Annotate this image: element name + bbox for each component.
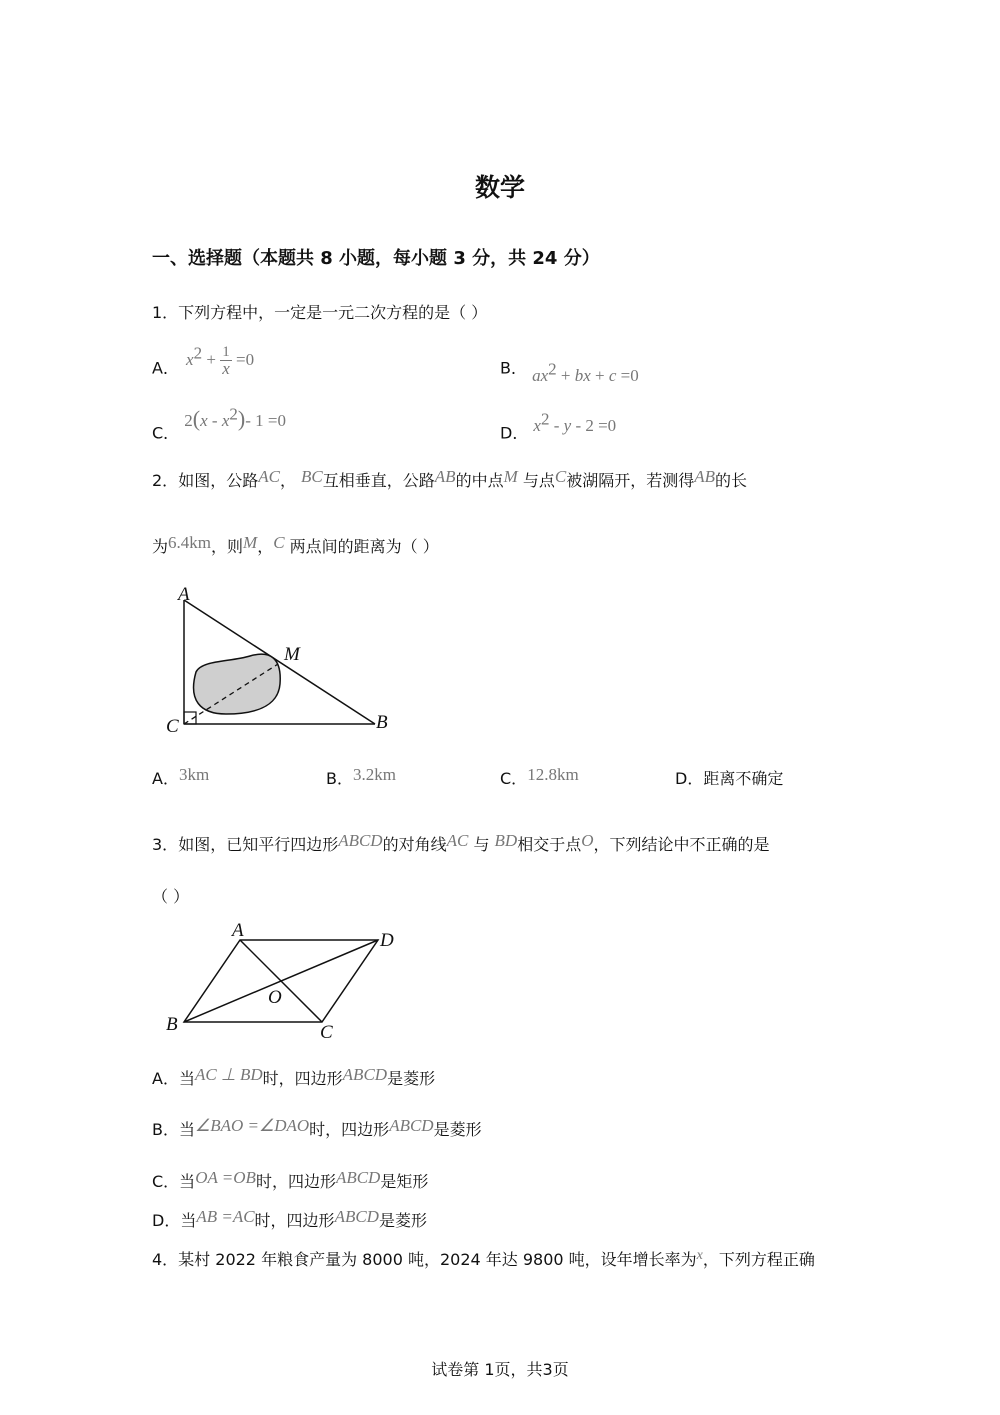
q1-option-c-formula: $2(x - x^2)-$ 1 =0 (184, 405, 286, 432)
question-4-text: 4．某村 2022 年粮食产量为 8000 吨，2024 年达 9800 吨，设年增长率为x，下列方程正确 (152, 1248, 815, 1269)
q3-option-b: B．当∠BAO =∠DAO时，四边形ABCD是菱形 (152, 1116, 482, 1139)
diagonal-bd (184, 940, 378, 1022)
q2-option-b: B．3.2km (326, 765, 396, 788)
question-2-line-2: 为6.4km，则M，C 两点间的距离为（ ） (152, 533, 439, 556)
label-a: A (232, 920, 244, 941)
q1-option-d-formula: $x^2 - y - 2 =0$ (533, 410, 617, 436)
q1-option-b-formula: $ax^2$ + bx + c =0 (532, 360, 639, 386)
label-b: B (166, 1014, 178, 1035)
q1-option-a: A． $x^2$ + $\frac{1}{x}$ =0 (152, 344, 255, 379)
label-c: C (166, 716, 179, 737)
page-title: 数学 (474, 173, 525, 202)
label-c: C (320, 1022, 333, 1043)
section-heading: 一、选择题（本题共 8 小题，每小题 3 分，共 24 分） (152, 248, 600, 269)
q3-figure-parallelogram (160, 918, 410, 1046)
question-3-paren: （ ） (152, 887, 190, 906)
q2-option-d: D．距离不确定 (675, 769, 784, 788)
label-b: B (376, 712, 388, 733)
q2-option-c: C．12.8km (500, 765, 579, 788)
q1-option-a-formula: $x^2$ + $\frac{1}{x}$ =0 (186, 344, 255, 379)
question-1-text: 1．下列方程中，一定是一元二次方程的是（ ） (152, 303, 488, 322)
label-d: D (380, 930, 394, 951)
q2-figure-triangle-lake (160, 580, 400, 740)
q1-option-d: D． $x^2 - y - 2 =0$ (500, 410, 617, 443)
label-o: O (268, 987, 282, 1008)
lake-shape (194, 654, 281, 714)
q3-option-d: D．当AB =AC时，四边形ABCD是菱形 (152, 1207, 427, 1230)
q3-option-a: A．当AC ⊥ BD时，四边形ABCD是菱形 (152, 1065, 436, 1088)
q1-option-c: C． $2(x - x^2)-$ 1 =0 (152, 405, 286, 443)
question-2-line-1: 2．如图，公路AC， BC互相垂直，公路AB的中点M 与点C被湖隔开，若测得AB的长 (152, 467, 748, 490)
q3-option-c: C．当OA =OB时，四边形ABCD是矩形 (152, 1168, 429, 1191)
label-a: A (178, 584, 190, 605)
page-footer: 试卷第 1页，共3页 (431, 1360, 569, 1379)
label-m: M (284, 644, 300, 665)
q2-option-a: A．3km (152, 765, 210, 788)
question-3-line-1: 3．如图，已知平行四边形ABCD的对角线AC 与 BD相交于点O，下列结论中不正确的是 (152, 831, 770, 854)
q1-option-b: B． $ax^2$ + bx + c =0 (500, 358, 639, 386)
